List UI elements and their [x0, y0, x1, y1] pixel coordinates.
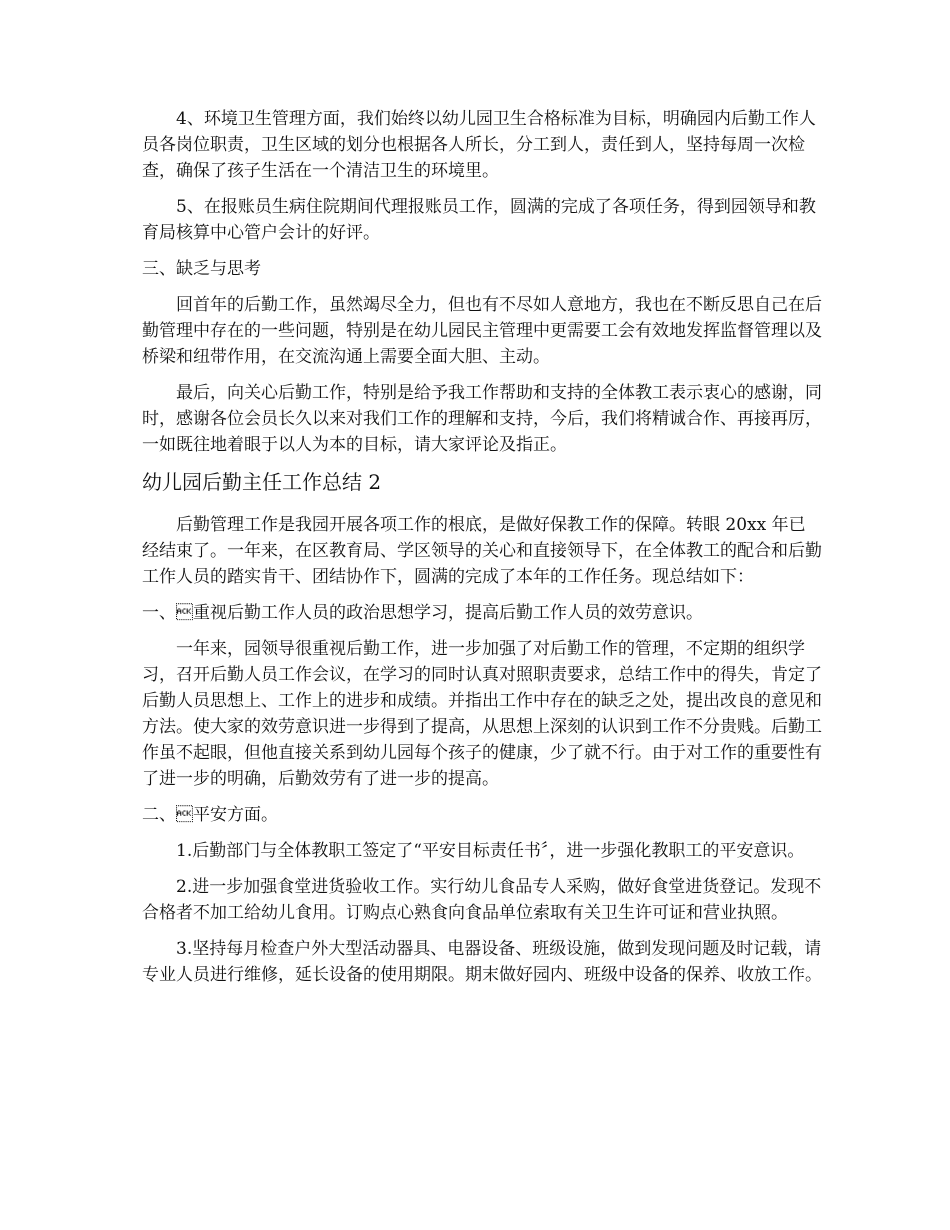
paragraph-introduction: 后勤管理工作是我园开展各项工作的根底，是做好保教工作的保障。转眼 20xx 年已经结束了。一年来，在区教育局、学区领导的关心和直接领导下，在全体教工的配合和后勤工作人员的踏实肯干、团结协作下，圆满的完成了本年的工作任务。现总结如下： [142, 515, 822, 587]
paragraph-environment-hygiene: 4、环境卫生管理方面，我们始终以幼儿园卫生合格标准为目标，明确园内后勤工作人员各岗位职责，卫生区域的划分也根据各人所长，分工到人，责任到人，坚持每周一次检查，确保了孩子生活在一个清洁卫生的环境里。 [142, 109, 816, 181]
document-page [142, 106, 822, 998]
paragraph-reflection: 回首年的后勤工作，虽然竭尽全力，但也有不尽如人意地方，我也在不断反思自己在后勤管理中存在的一些问题，特别是在幼儿园民主管理中更需要工会有效地发挥监督管理以及桥梁和纽带作用，在交流沟通上需要全面大胆、主动。 [142, 295, 822, 367]
paragraph-safety-item-2: 2.进一步加强食堂进货验收工作。实行幼儿食品专人采购，做好食堂进货登记。发现不合格者不加工给幼儿食用。订购点心熟食向食品单位索取有关卫生许可证和营业执照。 [142, 877, 822, 923]
section-heading-political-study: 一、重视后勤工作人员的政治思想学习，提高后勤工作人员的效劳意识。 [142, 603, 703, 623]
paragraph-safety-item-3: 3.坚持每月检查户外大型活动器具、电器设备、班级设施，做到发现问题及时记载，请专业人员进行维修，延长设备的使用期限。期末做好园内、班级中设备的保养、收放工作。 [142, 939, 822, 985]
paragraph-accountant-work: 5、在报账员生病住院期间代理报账员工作，圆满的完成了各项任务，得到园领导和教育局核算中心管户会计的好评。 [142, 197, 816, 243]
section-heading-safety: 二、平安方面。 [142, 805, 278, 825]
paragraph-study-details: 一年来，园领导很重视后勤工作，进一步加强了对后勤工作的管理，不定期的组织学习，召开后勤人员工作会议，在学习的同时认真对照职责要求，总结工作中的得失，肯定了后勤人员思想上、工作上的进步和成绩。并指出工作中存在的缺乏之处，提出改良的意见和方法。使大家的效劳意识进一步得到了提高，从思想上深刻的认识到工作不分贵贱。后勤工作虽不起眼，但他直接关系到幼儿园每个孩子的健康，少了就不行。由于对工作的重要性有了进一步的明确，后勤效劳有了进一步的提高。 [142, 639, 822, 789]
paragraph-safety-item-1: 1.后勤部门与全体教职工签定了“平安目标责任书〞，进一步强化教职工的平安意识。 [176, 841, 805, 861]
paragraph-thanks: 最后，向关心后勤工作，特别是给予我工作帮助和支持的全体教工表示衷心的感谢，同时，感谢各位会员长久以来对我们工作的理解和支持，今后，我们将精诚合作、再接再厉，一如既往地着眼于以人为本的目标，请大家评论及指正。 [142, 383, 822, 455]
section-heading-shortcomings: 三、缺乏与思考 [142, 259, 261, 279]
document-title-summary-2: 幼儿园后勤主任工作总结 2 [142, 470, 382, 494]
